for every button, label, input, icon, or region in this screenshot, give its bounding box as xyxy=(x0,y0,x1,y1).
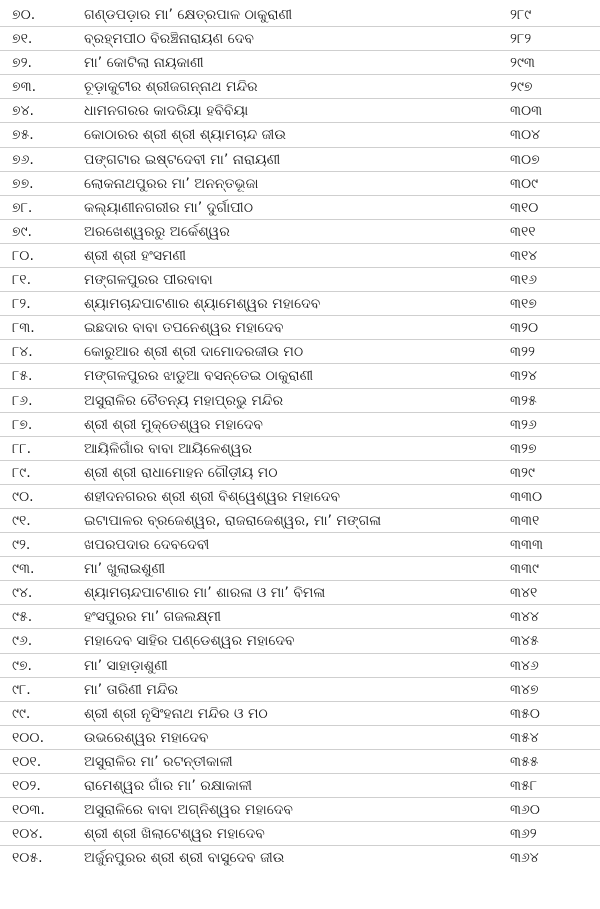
entry-number: ୭୮. xyxy=(12,199,33,216)
entry-page-number: ୩୨୨ xyxy=(510,344,535,361)
entry-page-number: ୩୬୨ xyxy=(510,826,537,843)
entry-title: ଲୋକନାଥପୁରର ମା’ ଅନନ୍ତଭୂଜା xyxy=(84,175,259,192)
entry-title: ଶ୍ରୀ ଶ୍ରୀ ହଂସମଣୀ xyxy=(84,247,187,264)
list-item xyxy=(0,509,600,533)
entry-number: ୮୯. xyxy=(12,464,31,481)
entry-number: ୧୦୩. xyxy=(12,802,45,819)
entry-title: ଶ୍ୟାମଚାନ୍ଦପାଟଣାର ମା’ ଶାରଳା ଓ ମା’ ବିମଳା xyxy=(84,585,326,602)
entry-title: ଶ୍ୟାମଚାନ୍ଦପାଟଣାର ଶ୍ୟାମେଶ୍ୱର ମହାଦେବ xyxy=(84,296,321,313)
entry-page-number: ୩୨୬ xyxy=(510,416,537,433)
entry-page-number: ୩୩୧ xyxy=(510,512,540,529)
entry-title: ହଂସପୁରର ମା’ ଗଜଲକ୍ଷ୍ମୀ xyxy=(84,609,222,626)
entry-page-number: ୩୨୭ xyxy=(510,440,537,457)
entry-number: ୯୯. xyxy=(12,705,31,722)
entry-title: କୋଠାରର ଶ୍ରୀ ଶ୍ରୀ ଶ୍ୟାମଚାନ୍ଦ ଜୀଉ xyxy=(84,127,286,144)
list-item xyxy=(0,389,600,413)
entry-page-number: ୨୯୭ xyxy=(510,79,533,96)
entry-page-number: ୩୫୦ xyxy=(510,705,540,722)
entry-title: ଶହୀଦନଗରର ଶ୍ରୀ ଶ୍ରୀ ବିଶ୍ୱେଶ୍ୱର ମହାଦେବ xyxy=(84,488,341,505)
list-item xyxy=(0,485,600,509)
entry-title: ଗଣ୍ଡପଡ଼ାର ମା’ କ୍ଷେତ୍ରପାଳ ଠାକୁରାଣୀ xyxy=(84,7,293,23)
entry-number: ୮୫. xyxy=(12,368,33,385)
list-item xyxy=(0,822,600,846)
entry-page-number: ୩୨୯ xyxy=(510,464,535,481)
entry-title: ଇଛଦାର ବାବା ତପନେଶ୍ୱର ମହାଦେବ xyxy=(84,320,284,337)
entry-page-number: ୩୧୦ xyxy=(510,199,539,216)
entry-page-number: ୩୫୪ xyxy=(510,729,539,746)
list-item xyxy=(0,292,600,316)
entry-title: ଇଟାପାଳର ବ୍ରଜେଶ୍ୱର, ରାଜରାଜେଶ୍ୱର, ମା’ ମଙ୍ଗଳା xyxy=(84,512,382,529)
entry-title: ଶ୍ରୀ ଶ୍ରୀ ନୃସିଂହନାଥ ମନ୍ଦିର ଓ ମଠ xyxy=(84,705,268,722)
entry-title: ମା’ କୋଟିଲା ନାୟକାଣୀ xyxy=(84,55,204,72)
entry-title: ଶ୍ରୀ ଶ୍ରୀ ଖିଲାଟେଶ୍ୱର ମହାଦେବ xyxy=(84,826,265,843)
list-item xyxy=(0,268,600,292)
entry-number: ୮୨. xyxy=(12,296,31,313)
entry-number: ୧୦୨. xyxy=(12,778,41,794)
entry-title: ଅସୁରାଳିର ମା’ ରଟନ୍ତୀକାଳୀ xyxy=(84,753,233,770)
list-item xyxy=(0,726,600,750)
entry-page-number: ୩୪୧ xyxy=(510,585,538,602)
entry-page-number: ୩୩୩ xyxy=(510,537,544,554)
entry-title: ଧାମନଗରର କାଦରିୟା ହବିବିୟା xyxy=(84,103,249,120)
list-item xyxy=(0,316,600,340)
entry-number: ୯୦. xyxy=(12,488,34,505)
list-item xyxy=(0,605,600,629)
list-item xyxy=(0,99,600,123)
entry-number: ୯୧. xyxy=(12,512,31,529)
list-item xyxy=(0,413,600,437)
entry-number: ୮୮. xyxy=(12,440,32,457)
entry-number: ୧୦୪. xyxy=(12,826,43,843)
entry-number: ୭୩. xyxy=(12,79,37,96)
entry-title: ଶ୍ରୀ ଶ୍ରୀ ରାଧାମୋହନ ଗୌଡ଼ୀୟ ମଠ xyxy=(84,464,278,481)
entry-page-number: ୨୮୯ xyxy=(510,7,532,23)
entry-number: ୭୫. xyxy=(12,127,34,144)
list-item xyxy=(0,123,600,147)
list-item xyxy=(0,750,600,774)
entry-title: ଚୂଡ଼ାକୁଟୀର ଶ୍ରୀଜଗନ୍ନାଥ ମନ୍ଦିର xyxy=(84,79,258,96)
list-item xyxy=(0,437,600,461)
list-item xyxy=(0,364,600,388)
list-item xyxy=(0,244,600,268)
entry-title: ମା’ ଖୁଲାଇଶୁଣୀ xyxy=(84,561,166,578)
list-item xyxy=(0,798,600,822)
entry-number: ୭୪. xyxy=(12,103,34,120)
list-item xyxy=(0,846,600,870)
list-item xyxy=(0,340,600,364)
entry-number: ୮୭. xyxy=(12,416,33,433)
entry-title: କୋରୁଆର ଶ୍ରୀ ଶ୍ରୀ ଦାମୋଦରଜୀଉ ମଠ xyxy=(84,344,304,361)
entry-title: ରାମେଶ୍ୱର ଗାଁର ମା’ ରକ୍ଷାକାଳୀ xyxy=(84,778,253,794)
entry-page-number: ୩୦୪ xyxy=(510,127,541,144)
entry-title: ପଙ୍ଗଟାର ଇଷ୍ଟଦେବୀ ମା’ ନାରାୟଣୀ xyxy=(84,151,281,168)
entry-number: ୮୩. xyxy=(12,320,35,337)
list-item xyxy=(0,461,600,485)
list-item xyxy=(0,774,600,798)
entry-page-number: ୩୬୦ xyxy=(510,802,540,819)
list-item xyxy=(0,51,600,75)
entry-number: ୯୭. xyxy=(12,657,32,674)
entry-page-number: ୩୪୫ xyxy=(510,633,539,650)
entry-title: କଲ୍ୟାଣୀନଗରୀର ମା’ ଦୁର୍ଗାପୀଠ xyxy=(84,199,254,216)
entry-title: ମଙ୍ଗଳପୁରର ପୀରବାବା xyxy=(84,272,213,289)
entry-page-number: ୩୨୪ xyxy=(510,368,537,385)
entry-number: ୭୨. xyxy=(12,55,32,72)
list-item xyxy=(0,557,600,581)
entry-number: ୯୨. xyxy=(12,537,31,554)
table-of-contents xyxy=(0,3,600,870)
entry-title: ମା’ ସାହାଡ଼ାଶୁଣୀ xyxy=(84,657,168,674)
entry-number: ୧୦୫. xyxy=(12,850,43,867)
entry-number: ୮୪. xyxy=(12,344,33,361)
list-item xyxy=(0,629,600,653)
entry-number: ୮୬. xyxy=(12,392,33,409)
entry-title: ଅସୁରାଳିରେ ବାବା ଅଗ୍ନିଶ୍ୱର ମହାଦେବ xyxy=(84,802,293,819)
entry-number: ୮୦. xyxy=(12,247,34,264)
list-item xyxy=(0,533,600,557)
entry-page-number: ୩୦୩ xyxy=(510,103,543,120)
entry-page-number: ୩୧୪ xyxy=(510,247,538,264)
entry-page-number: ୩୨୫ xyxy=(510,392,537,409)
entry-title: ମହାଦେବ ସାହିର ପଣ୍ଡେଶ୍ୱର ମହାଦେବ xyxy=(84,633,295,650)
entry-title: ବ୍ରହ୍ମପୀଠ ବିରଞ୍ଚିନାରାୟଣ ଦେବ xyxy=(84,31,254,48)
list-item xyxy=(0,148,600,172)
entry-page-number: ୩୬୪ xyxy=(510,850,539,867)
entry-title: ଅରଖେଶ୍ୱରରୁ ଅର୍କେଶ୍ୱର xyxy=(84,223,230,240)
entry-number: ୧୦୧. xyxy=(12,753,42,770)
entry-page-number: ୨୮୨ xyxy=(510,31,532,48)
entry-title: ମା’ ତାରିଣୀ ମନ୍ଦିର xyxy=(84,681,179,698)
entry-number: ୯୫. xyxy=(12,609,33,626)
entry-title: ଖପରପଦାର ଦେବଦେବୀ xyxy=(84,537,210,554)
entry-page-number: ୩୪୬ xyxy=(510,657,539,674)
entry-number: ୯୮. xyxy=(12,681,31,698)
entry-page-number: ୩୦୯ xyxy=(510,175,539,192)
entry-page-number: ୨୯୩ xyxy=(510,55,535,72)
entry-number: ୭୬. xyxy=(12,151,34,168)
entry-page-number: ୩୪୪ xyxy=(510,609,539,626)
entry-page-number: ୩୦୭ xyxy=(510,151,540,168)
list-item xyxy=(0,27,600,51)
entry-number: ୭୧. xyxy=(12,31,33,48)
entry-title: ଆୟିଳିଗାଁର ବାବା ଆୟିଳେଶ୍ୱର xyxy=(84,440,252,457)
list-item xyxy=(0,75,600,99)
list-item xyxy=(0,654,600,678)
entry-page-number: ୩୫୮ xyxy=(510,778,538,794)
entry-page-number: ୩୧୬ xyxy=(510,272,538,289)
list-item xyxy=(0,702,600,726)
entry-title: ଉଭରେଶ୍ୱର ମହାଦେବ xyxy=(84,729,209,746)
entry-page-number: ୩୧୭ xyxy=(510,296,537,313)
entry-page-number: ୩୨୦ xyxy=(510,320,539,337)
entry-page-number: ୩୧୧ xyxy=(510,223,536,240)
entry-page-number: ୩୪୭ xyxy=(510,681,539,698)
entry-number: ୮୧. xyxy=(12,272,32,289)
list-item xyxy=(0,581,600,605)
entry-page-number: ୩୩୦ xyxy=(510,488,543,505)
entry-title: ମଙ୍ଗଳପୁରର ଝାଡୁଆ ବସନ୍ତେଇ ଠାକୁରାଣୀ xyxy=(84,368,314,385)
entry-page-number: ୩୫୫ xyxy=(510,753,539,770)
entry-number: ୧୦୦. xyxy=(12,729,45,746)
entry-number: ୭୯. xyxy=(12,223,32,240)
list-item xyxy=(0,678,600,702)
list-item xyxy=(0,172,600,196)
entry-number: ୭୭. xyxy=(12,175,34,192)
entry-title: ଅସୁରାଳିର ଚୈତନ୍ୟ ମହାପ୍ରଭୁ ମନ୍ଦିର xyxy=(84,392,284,409)
list-item xyxy=(0,196,600,220)
entry-number: ୯୪. xyxy=(12,585,33,602)
list-item xyxy=(0,220,600,244)
entry-page-number: ୩୩୯ xyxy=(510,561,539,578)
entry-number: ୯୬. xyxy=(12,633,33,650)
entry-number: ୯୩. xyxy=(12,561,35,578)
entry-title: ଅର୍ଜୁନପୁରର ଶ୍ରୀ ଶ୍ରୀ ବାସୁଦେବ ଜୀଉ xyxy=(84,850,285,867)
entry-number: ୭୦. xyxy=(12,7,36,23)
list-item xyxy=(0,3,600,27)
entry-title: ଶ୍ରୀ ଶ୍ରୀ ମୁକ୍ତେଶ୍ୱର ମହାଦେବ xyxy=(84,416,263,433)
